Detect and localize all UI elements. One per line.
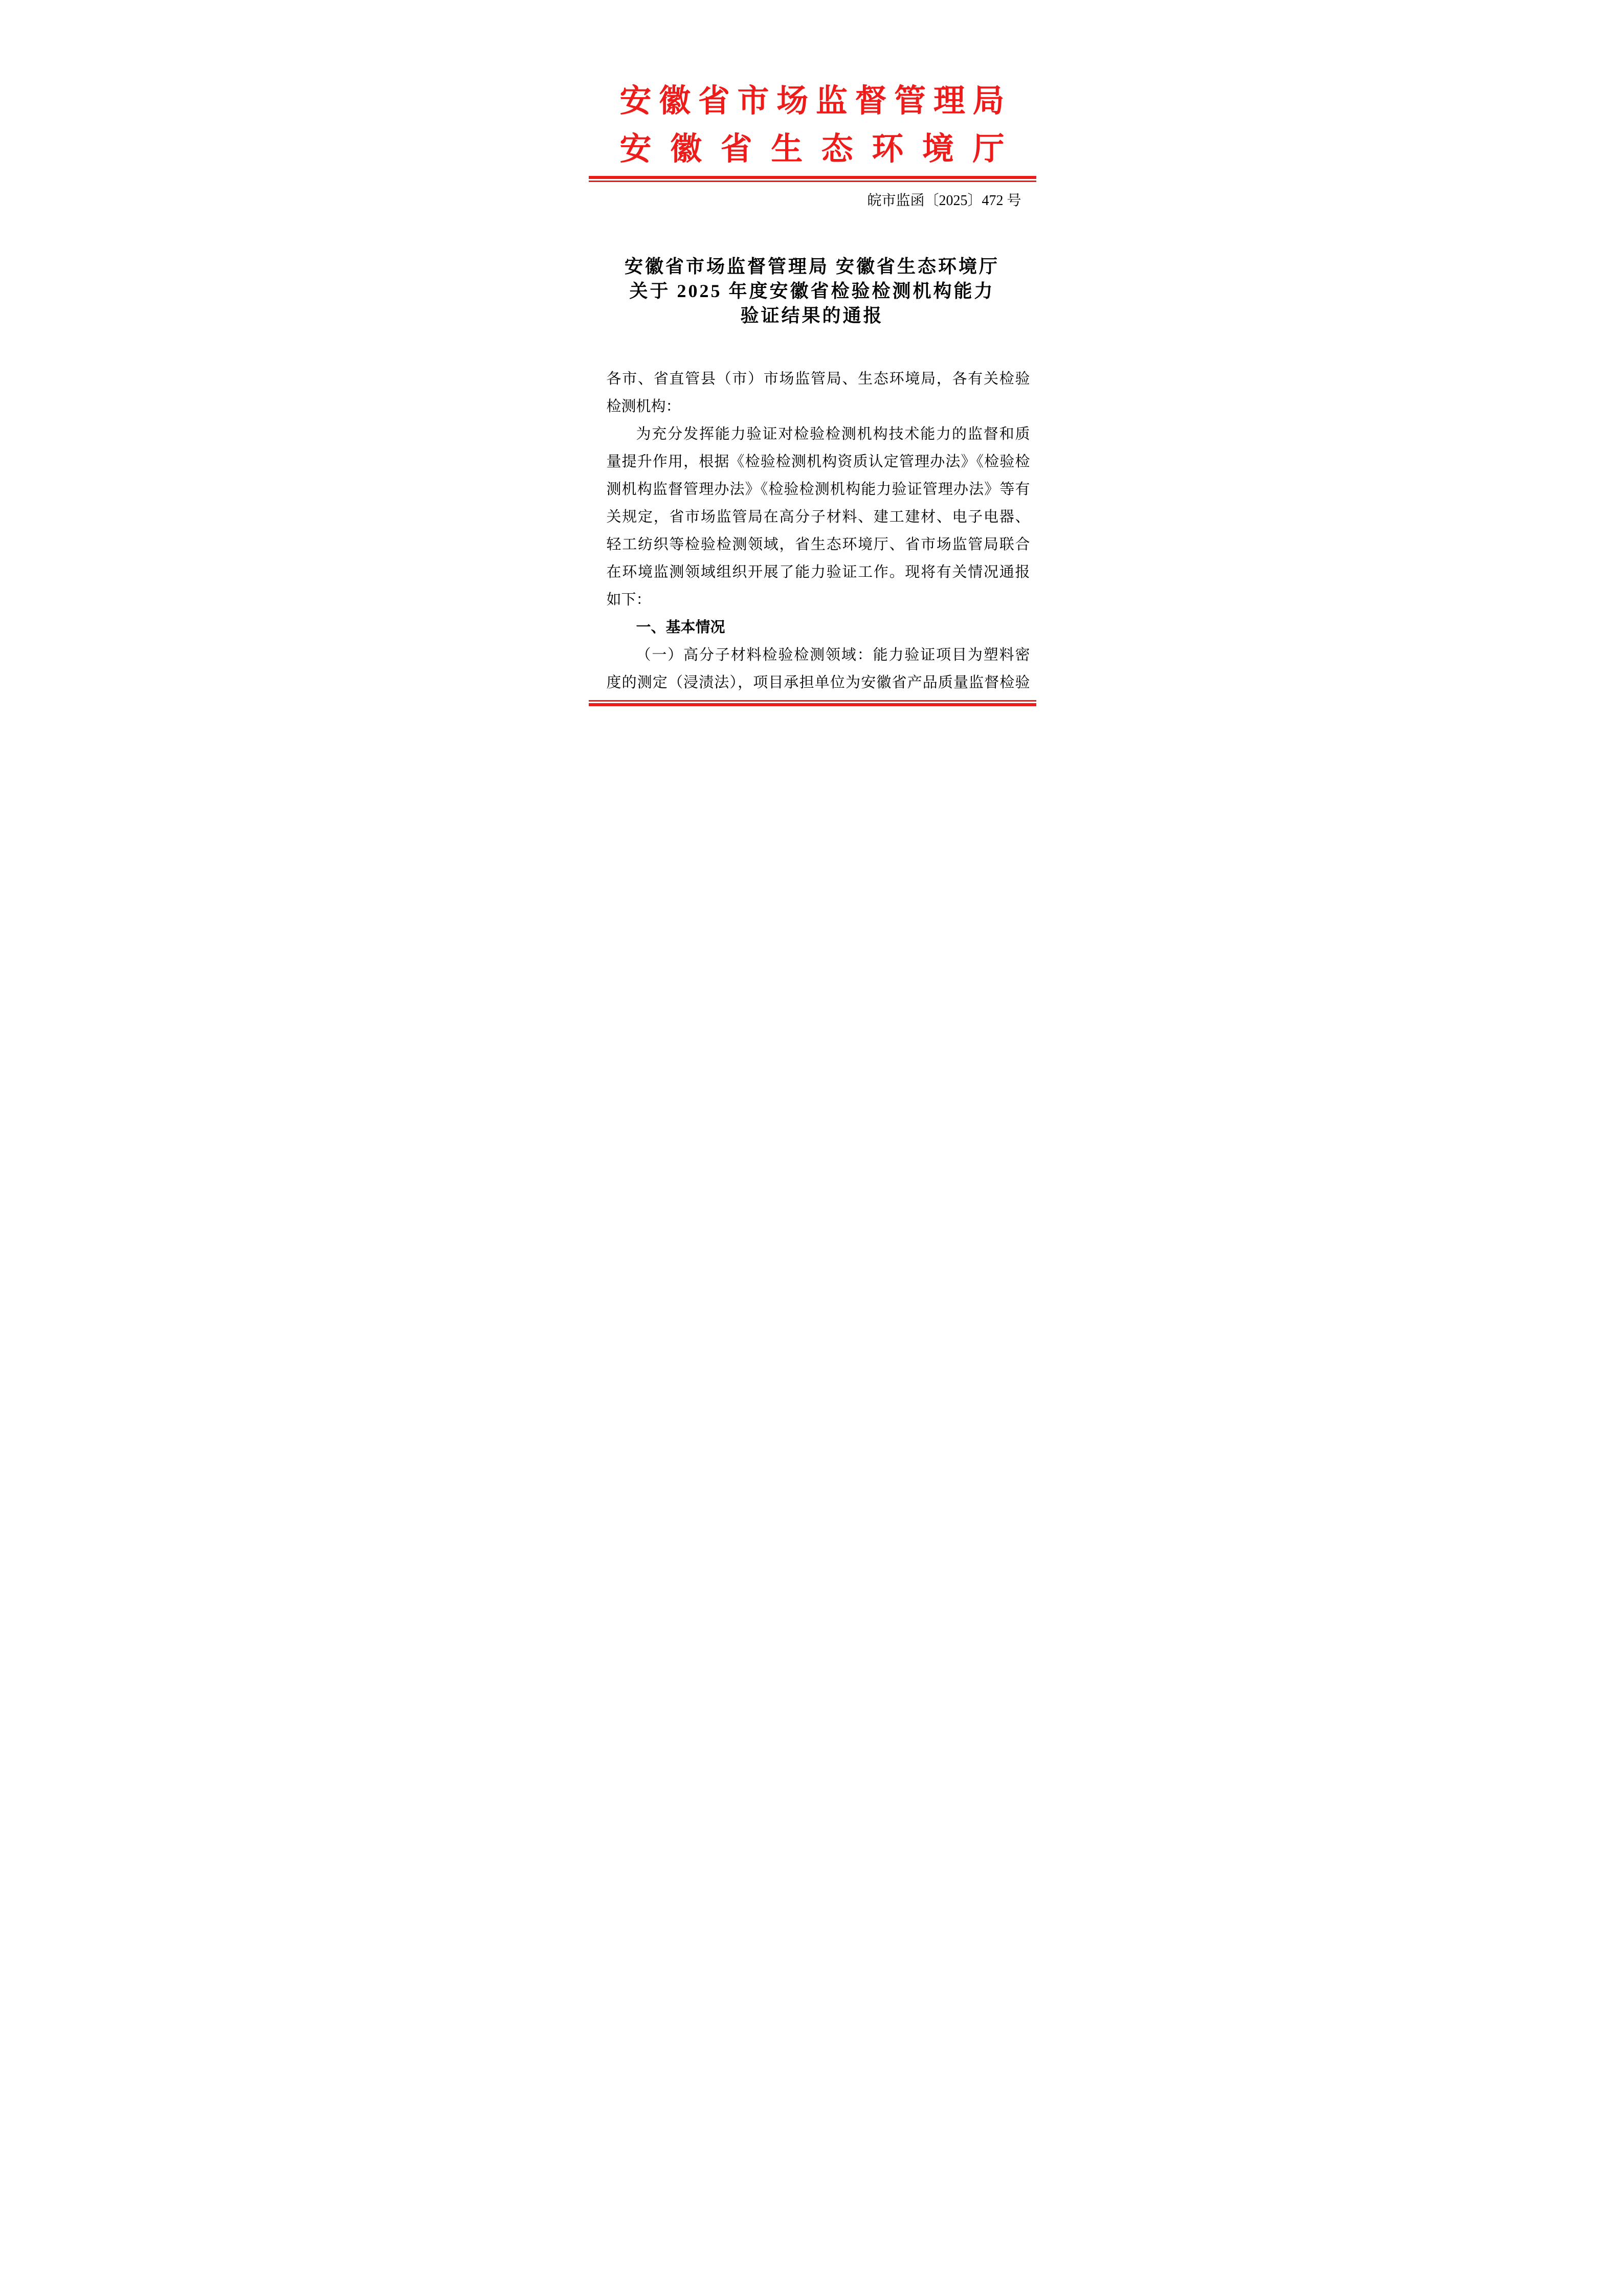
document-page bbox=[531, 0, 1094, 796]
salutation-line: 各市、省直管县（市）市场监管局、生态环境局，各有关检验 bbox=[606, 371, 1030, 387]
paragraph-line: 轻工纺织等检验检测领域，省生态环境厅、省市场监管局联合 bbox=[606, 536, 1030, 553]
separator-thin-line bbox=[589, 181, 1036, 182]
salutation-line: 检测机构： bbox=[606, 398, 681, 415]
paragraph-line: 为充分发挥能力验证对检验检测机构技术能力的监督和质 bbox=[636, 426, 1030, 442]
paragraph-line: 如下： bbox=[606, 592, 651, 608]
masthead-separator bbox=[589, 176, 1036, 182]
document-body bbox=[607, 365, 1030, 696]
footer-separator bbox=[589, 700, 1036, 706]
title-line-1: 安徽省市场监督管理局 安徽省生态环境厅 bbox=[624, 256, 999, 277]
masthead-agency-line-1: 安徽省市场监督管理局 bbox=[619, 84, 1005, 119]
separator-thin-line bbox=[589, 700, 1036, 702]
document-number: 皖市监函〔2025〕472 号 bbox=[867, 193, 1021, 209]
masthead-agency-line-2: 安徽省生态环境厅 bbox=[619, 132, 1005, 167]
title-line-2: 关于 2025 年度安徽省检验检测机构能力 bbox=[629, 281, 995, 301]
separator-thick-line bbox=[589, 176, 1036, 179]
paragraph-line: 量提升作用，根据《检验检测机构资质认定管理办法》《检验检 bbox=[606, 454, 1030, 470]
paragraph-line: 度的测定（浸渍法），项目承担单位为安徽省产品质量监督检验 bbox=[606, 674, 1030, 691]
document-title bbox=[531, 254, 1094, 328]
section-heading: 一、基本情况 bbox=[636, 619, 725, 636]
separator-thick-line bbox=[589, 703, 1036, 706]
paragraph-line: 关规定，省市场监管局在高分子材料、建工建材、电子电器、 bbox=[606, 509, 1030, 525]
title-line-3: 验证结果的通报 bbox=[740, 305, 884, 326]
paragraph-line: （一）高分子材料检验检测领域：能力验证项目为塑料密 bbox=[636, 647, 1030, 663]
paragraph-line: 测机构监督管理办法》《检验检测机构能力验证管理办法》等有 bbox=[606, 481, 1030, 498]
paragraph-line: 在环境监测领域组织开展了能力验证工作。现将有关情况通报 bbox=[606, 564, 1030, 580]
